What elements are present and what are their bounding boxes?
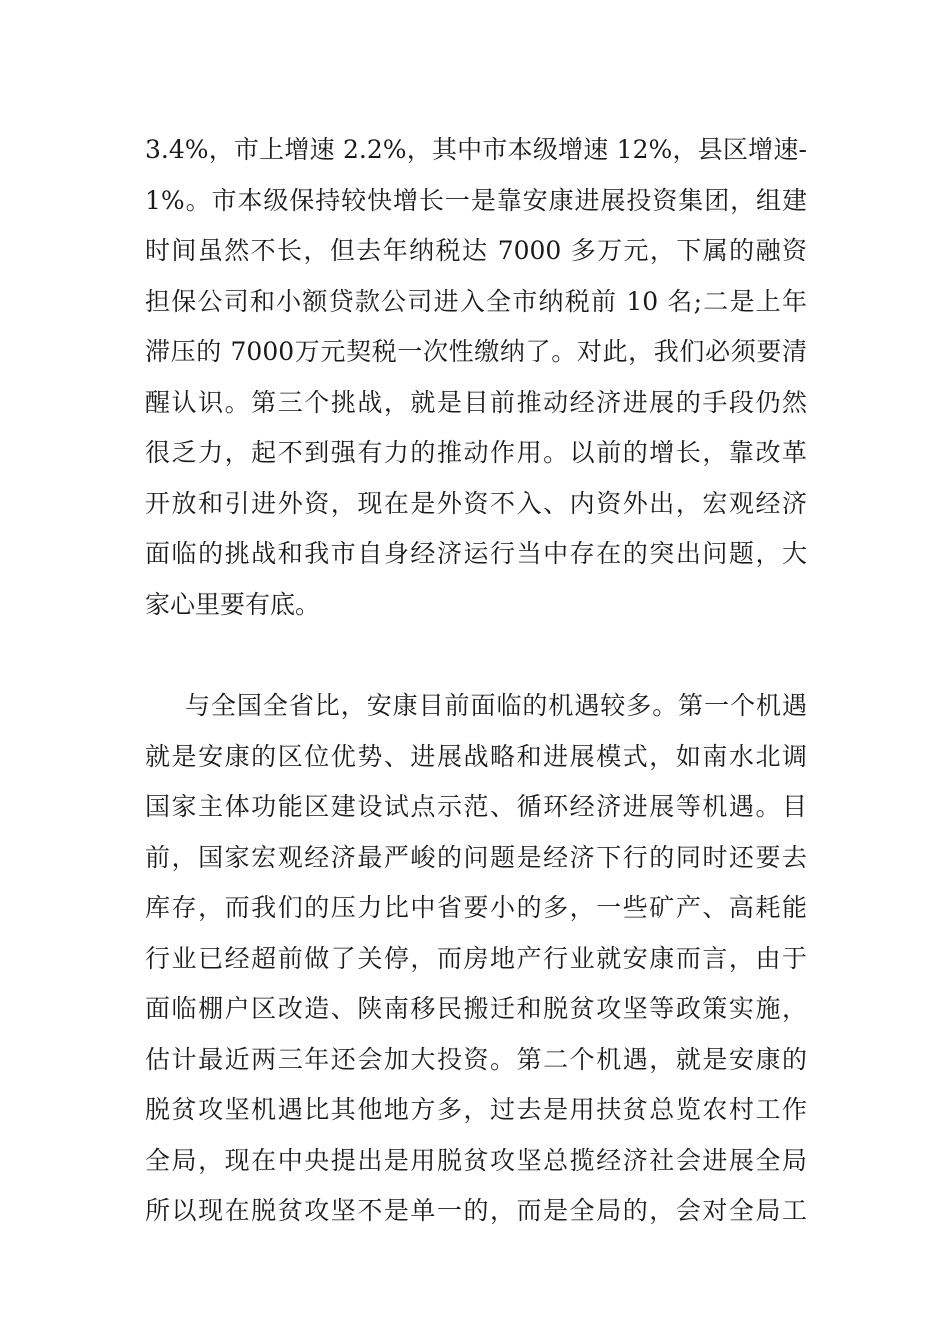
text-line: 面临的挑战和我市自身经济运行当中存在的突出问题，大 [145, 539, 807, 568]
text-line: 面临棚户区改造、陕南移民搬迁和脱贫攻坚等政策实施， [145, 994, 807, 1023]
text-line: 脱贫攻坚机遇比其他地方多，过去是用扶贫总览农村工作 [145, 1095, 807, 1124]
paragraph-1 [145, 130, 807, 635]
text-line: 1%。市本级保持较快增长一是靠安康进展投资集团，组建 [145, 185, 807, 215]
text-line: 滞压的 7000万元契税一次性缴纳了。对此，我们必须要清 [145, 337, 807, 366]
text-line: 时间虽然不长，但去年纳税达 7000 多万元，下属的融资 [145, 236, 807, 265]
text-line: 很乏力，起不到强有力的推动作用。以前的增长，靠改革 [145, 438, 807, 467]
text-line: 开放和引进外资，现在是外资不入、内资外出，宏观经济 [145, 488, 807, 518]
text-line: 全局，现在中央提出是用脱贫攻坚总揽经济社会进展全局 [145, 1145, 807, 1175]
paragraph-2 [145, 686, 807, 1242]
text-line: 前，国家宏观经济最严峻的问题是经济下行的同时还要去 [145, 842, 807, 872]
text-line: 行业已经超前做了关停，而房地产行业就安康而言，由于 [145, 943, 807, 973]
document-body [145, 130, 807, 1242]
text-line: 就是安康的区位优势、进展战略和进展模式，如南水北调 [145, 741, 807, 771]
text-line: 与全国全省比，安康目前面临的机遇较多。第一个机遇 [185, 691, 807, 720]
text-line: 家心里要有底。 [145, 589, 321, 619]
text-line: 国家主体功能区建设试点示范、循环经济进展等机遇。目 [145, 792, 807, 821]
text-line: 醒认识。第三个挑战，就是目前推动经济进展的手段仍然 [145, 387, 807, 417]
text-line: 估计最近两三年还会加大投资。第二个机遇，就是安康的 [145, 1044, 807, 1074]
paragraph-spacer [145, 635, 807, 686]
text-line: 担保公司和小额贷款公司进入全市纳税前 10 名;二是上年 [145, 286, 807, 316]
text-line: 所以现在脱贫攻坚不是单一的，而是全局的，会对全局工 [145, 1196, 807, 1225]
text-line: 3.4%，市上增速 2.2%，其中市本级增速 12%，县区增速- [145, 135, 807, 164]
text-line: 库存，而我们的压力比中省要小的多，一些矿产、高耗能 [145, 893, 807, 922]
